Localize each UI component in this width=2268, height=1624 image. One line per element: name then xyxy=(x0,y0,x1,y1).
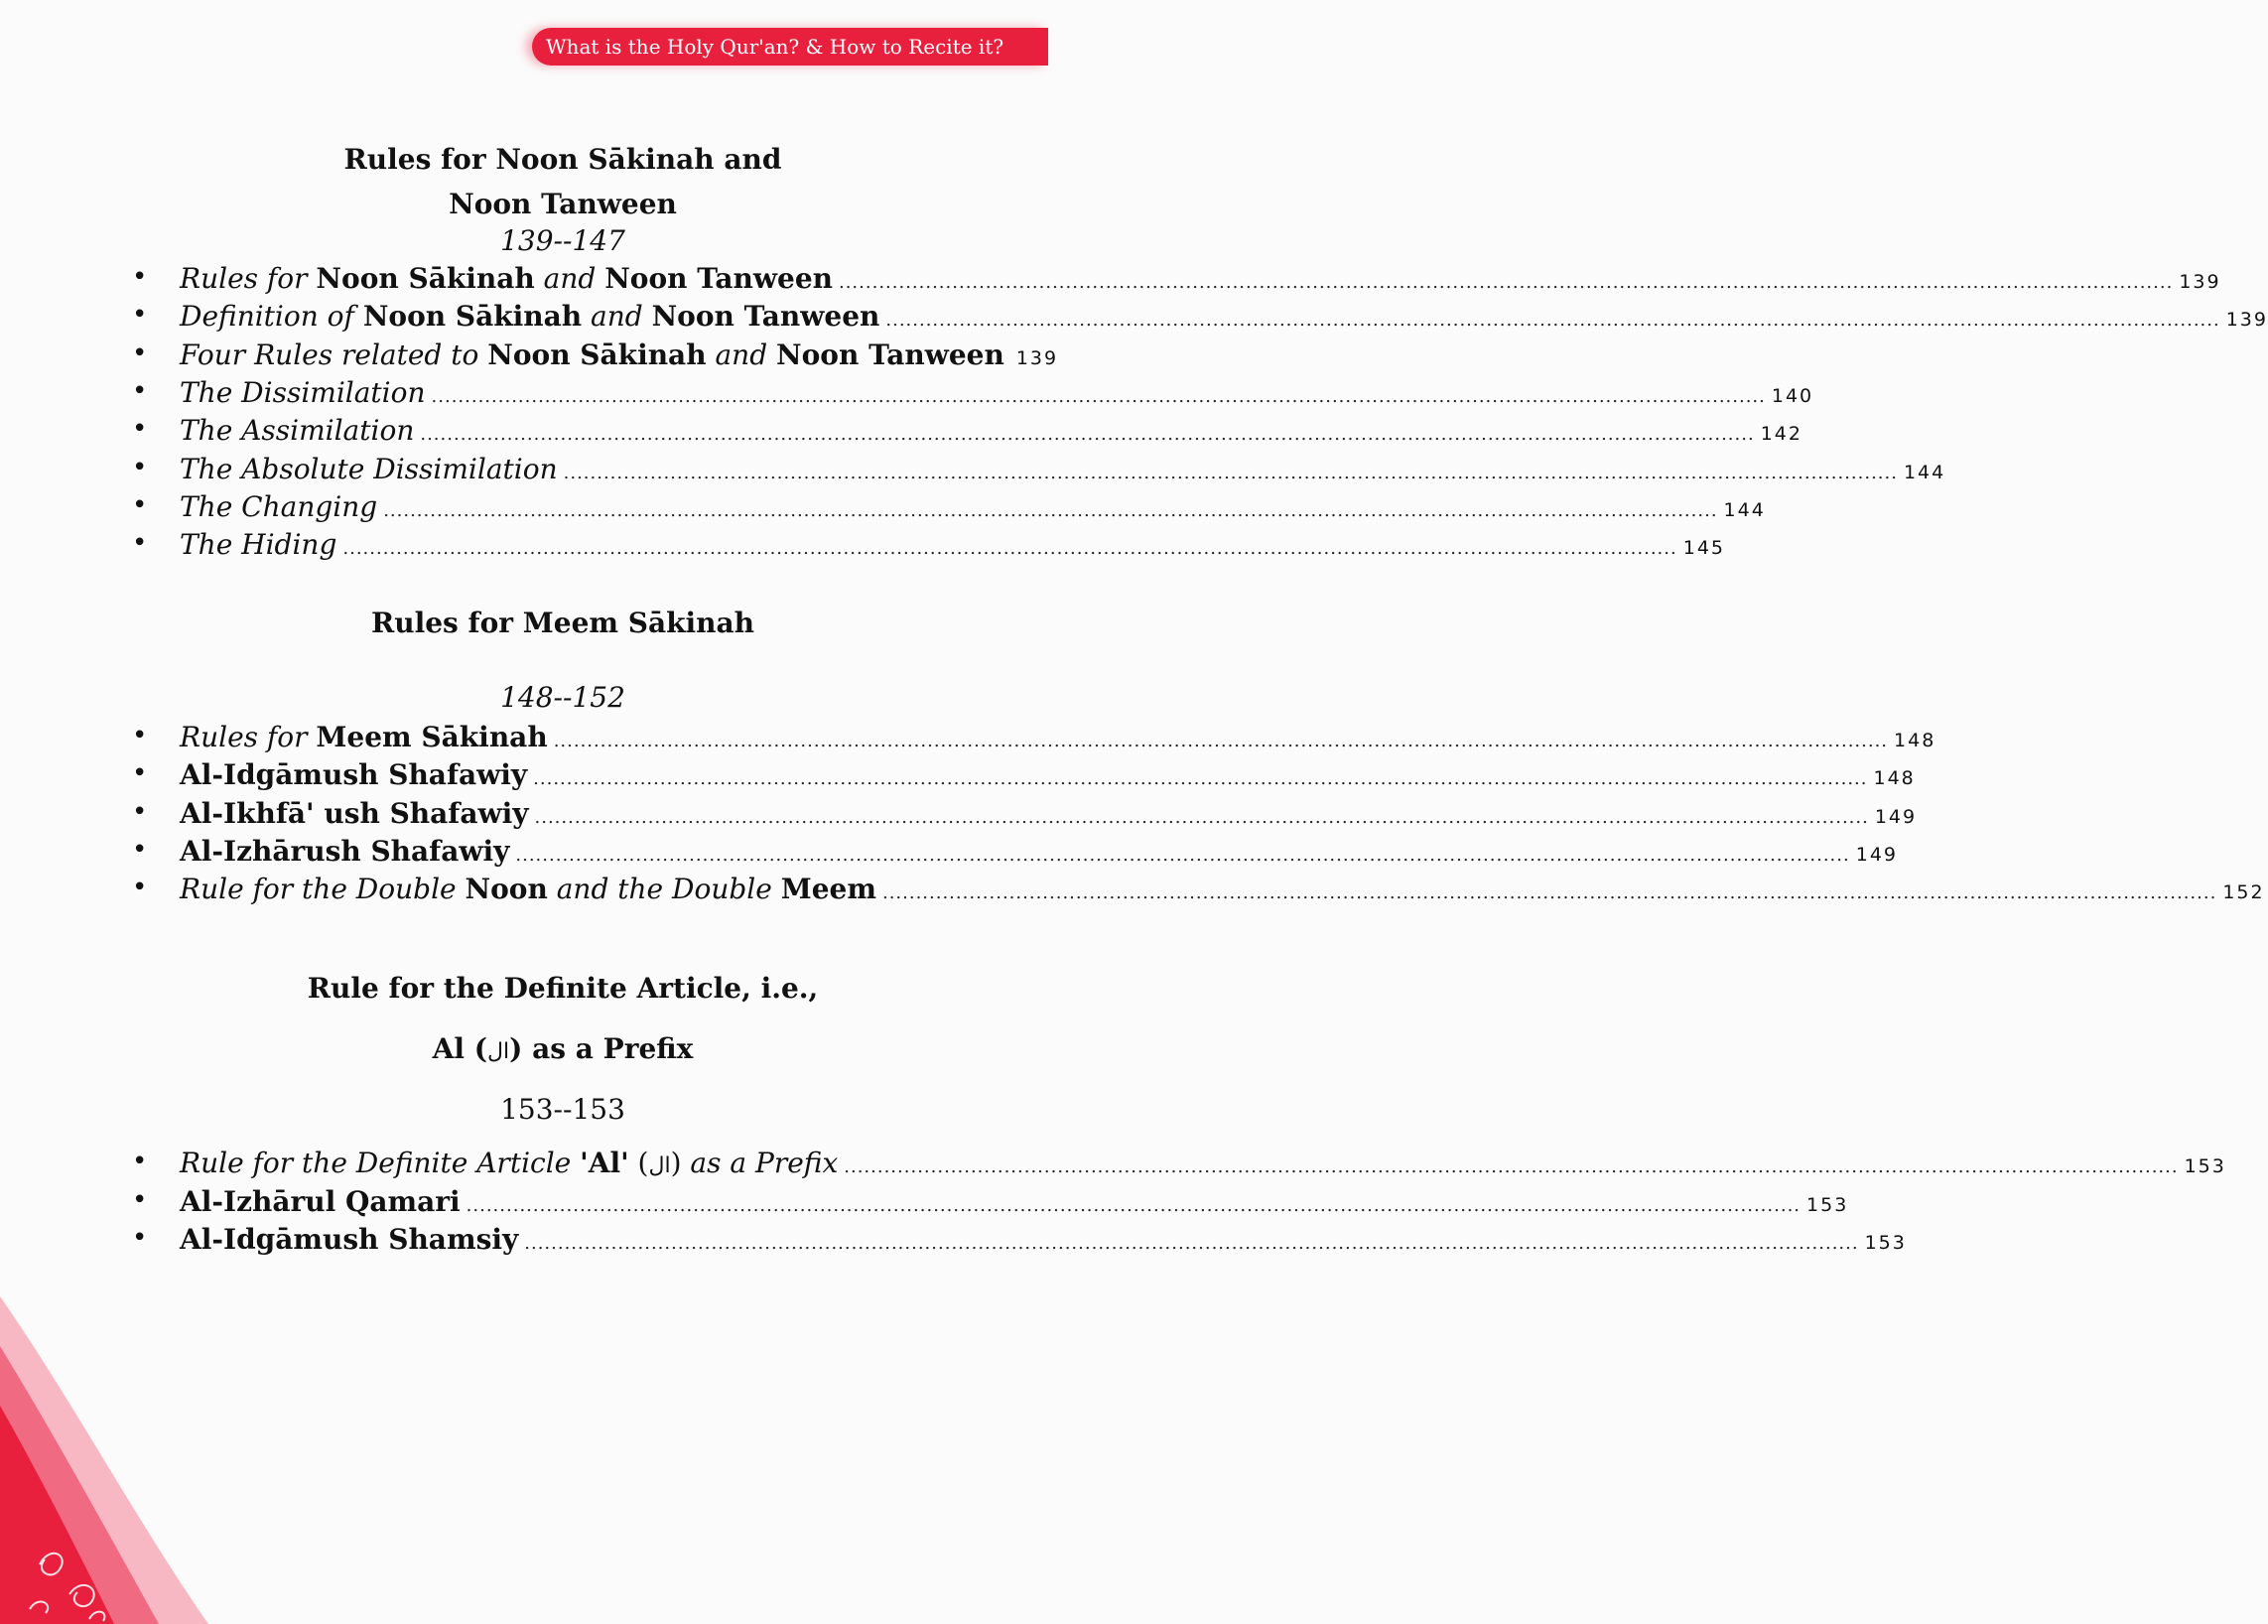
dot-leader: ........................................................................................................................................................................................................ xyxy=(838,272,2174,293)
bullet-icon: • xyxy=(132,414,148,445)
toc-entry-label: Rules for Meem Sākinah xyxy=(180,721,548,753)
toc-entry-label: Al-Idgāmush Shamsiy xyxy=(180,1223,519,1256)
page-number: 139 xyxy=(2225,309,2268,332)
toc-entry-label: Al-Izhārul Qamari xyxy=(180,1184,461,1218)
bullet-icon: • xyxy=(132,1223,148,1253)
section-subtitle-prefix: Al (ال) as a Prefix xyxy=(432,1032,694,1065)
toc-entry-label: The Changing xyxy=(180,489,378,523)
dot-leader: ........................................................................................................................................................................................................ xyxy=(431,385,1766,407)
page-number: 152 xyxy=(2222,881,2265,904)
dot-leader: ........................................................................................................................................................................................................ xyxy=(383,499,1718,521)
toc-entry[interactable] xyxy=(132,375,1814,416)
page-range: 153--153 xyxy=(500,1093,625,1126)
bullet-icon: • xyxy=(132,489,148,520)
toc-entry-label: The Dissimilation xyxy=(180,375,426,409)
toc-entry-label: The Absolute Dissimilation xyxy=(180,452,558,485)
dot-leader: ........................................................................................................................................................................................................ xyxy=(844,1156,2179,1177)
toc-entry[interactable] xyxy=(132,414,1802,454)
page-number: 139 xyxy=(2179,271,2221,293)
section-title-noon: Rules for Noon Sākinah and xyxy=(343,143,782,176)
toc-entry[interactable] xyxy=(132,873,2265,912)
arabic-text: ال xyxy=(487,1039,510,1064)
section-subtitle-noon: Noon Tanween xyxy=(449,188,677,220)
dot-leader: ........................................................................................................................................................................................................ xyxy=(885,310,2220,332)
dot-leader: ........................................................................................................................................................................................................ xyxy=(533,768,1868,790)
toc-entry[interactable] xyxy=(132,489,1766,530)
toc-entry-label: Rules for Noon Sākinah and Noon Tanween xyxy=(180,262,833,295)
section-title-meem: Rules for Meem Sākinah xyxy=(370,607,755,639)
page-number: 153 xyxy=(1806,1193,1849,1216)
toc-entry[interactable] xyxy=(132,721,1936,760)
toc-entry-label: Rule for the Double Noon and the Double Meem xyxy=(180,873,876,906)
bullet-icon: • xyxy=(132,1147,148,1176)
toc-entry[interactable] xyxy=(132,1184,1849,1225)
page-range: 148--152 xyxy=(500,681,625,714)
toc-entry-label: Al-Izhārush Shafawiy xyxy=(180,834,510,868)
toc-entry[interactable] xyxy=(132,262,2221,302)
page-number: 140 xyxy=(1771,384,1814,407)
toc-entry-label: Rule for the Definite Article 'Al' (ال) as a Prefix xyxy=(180,1147,839,1179)
page-number: 145 xyxy=(1682,537,1725,560)
toc-entry-label: Al-Ikhfā' ush Shafawiy xyxy=(180,796,529,830)
page-number: 142 xyxy=(1760,423,1802,446)
page-number: 144 xyxy=(1903,461,1946,483)
toc-entry-label: The Assimilation xyxy=(180,414,415,448)
bullet-icon: • xyxy=(132,338,148,368)
section-title-definite-article: Rule for the Definite Article, i.e., xyxy=(307,972,819,1005)
dot-leader: ........................................................................................................................................................................................................ xyxy=(534,806,1869,828)
bullet-icon: • xyxy=(132,528,148,559)
dot-leader: ........................................................................................................................................................................................................ xyxy=(420,424,1755,446)
page-number: 139 xyxy=(1015,346,1059,369)
bullet-icon: • xyxy=(132,721,148,750)
toc-entry[interactable] xyxy=(132,1223,1907,1263)
dot-leader: ........................................................................................................................................................................................................ xyxy=(881,882,2217,904)
toc-entry-label: Four Rules related to Noon Sākinah and Noon Tanween xyxy=(180,338,1004,371)
arabic-text: ال xyxy=(648,1153,671,1178)
page-number: 148 xyxy=(1873,767,1916,790)
page-number: 149 xyxy=(1855,843,1898,866)
bullet-icon: • xyxy=(132,1184,148,1215)
toc-entry[interactable] xyxy=(132,1147,2226,1186)
toc-entry-label: Al-Idgāmush Shafawiy xyxy=(180,758,528,792)
bullet-icon: • xyxy=(132,375,148,406)
bullet-icon: • xyxy=(132,758,148,789)
toc-entry[interactable] xyxy=(132,834,1898,875)
toc-entry-label: Definition of Noon Sākinah and Noon Tanween xyxy=(180,300,880,334)
toc-entry[interactable] xyxy=(132,796,1918,837)
toc-entry[interactable] xyxy=(132,452,1946,492)
bullet-icon: • xyxy=(132,796,148,827)
running-header: What is the Holy Qur'an? & How to Recite it? xyxy=(546,35,1004,59)
dot-leader: ........................................................................................................................................................................................................ xyxy=(553,731,1889,751)
bullet-icon: • xyxy=(132,300,148,331)
toc-entry[interactable] xyxy=(132,338,1059,378)
bullet-icon: • xyxy=(132,262,148,292)
page-number: 144 xyxy=(1723,498,1766,521)
toc-entry[interactable] xyxy=(132,528,1725,568)
bullet-icon: • xyxy=(132,834,148,865)
page-range: 139--147 xyxy=(500,224,625,257)
bullet-icon: • xyxy=(132,873,148,903)
dot-leader: ........................................................................................................................................................................................................ xyxy=(342,538,1677,560)
page-number: 153 xyxy=(1864,1232,1907,1254)
dot-leader: ........................................................................................................................................................................................................ xyxy=(466,1194,1801,1216)
bullet-icon: • xyxy=(132,452,148,482)
dot-leader: ........................................................................................................................................................................................................ xyxy=(563,462,1898,483)
toc-entry[interactable] xyxy=(132,300,2268,339)
decorative-corner-swirl xyxy=(0,1237,238,1624)
toc-entry-label: The Hiding xyxy=(180,528,337,562)
dot-leader: ........................................................................................................................................................................................................ xyxy=(515,844,1850,866)
dot-leader: ........................................................................................................................................................................................................ xyxy=(524,1233,1859,1254)
page-number: 153 xyxy=(2184,1155,2226,1177)
page-number: 149 xyxy=(1874,805,1918,828)
page-number: 148 xyxy=(1894,730,1936,751)
toc-entry[interactable] xyxy=(132,758,1916,798)
